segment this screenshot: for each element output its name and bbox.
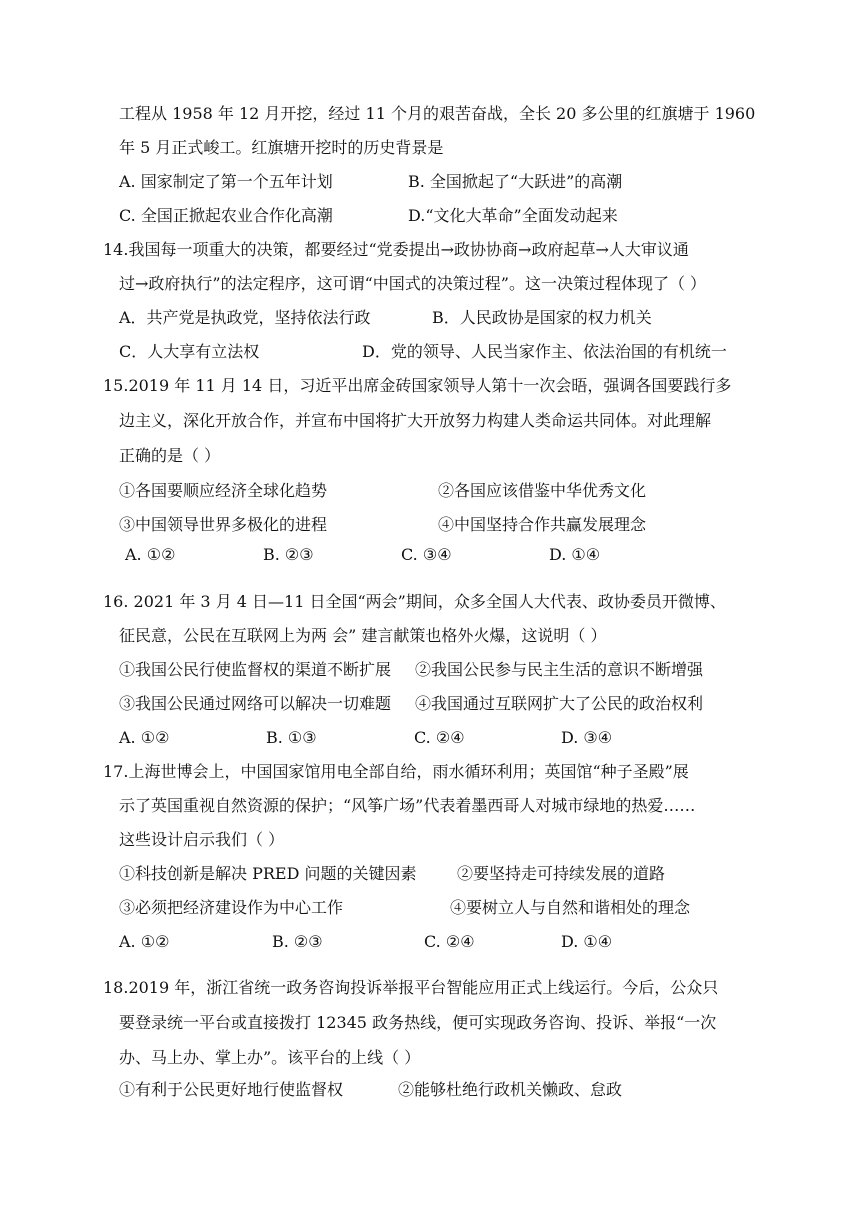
- q17-item-4: ④要树立人与自然和谐相处的理念: [450, 898, 691, 917]
- q16-item-2: ②我国公民参与民主生活的意识不断增强: [415, 660, 704, 679]
- q17-item-2: ②要坚持走可持续发展的道路: [457, 864, 666, 883]
- q17-line-1: 17.上海世博会上，中国国家馆用电全部自给，雨水循环利用；英国馆“种子圣殿”展: [103, 762, 689, 781]
- q18-item-2: ②能够杜绝行政机关懒政、怠政: [398, 1080, 623, 1099]
- q15-line-1: 15.2019 年 11 月 14 日，习近平出席金砖国家领导人第十一次会晤，强调各国要践行多: [103, 376, 732, 395]
- q18-item-1: ①有利于公民更好地行使监督权: [119, 1080, 344, 1099]
- q14-option-d: D．党的领导、人民当家作主、依法治国的有机统一: [362, 342, 727, 361]
- q15-option-b: B. ②③: [263, 545, 314, 564]
- q16-line-2: 征民意，公民在互联网上为两 会” 建言献策也格外火爆，这说明（ ）: [119, 626, 607, 645]
- q13-line-1: 工程从 1958 年 12 月开挖，经过 11 个月的艰苦奋战，全长 20 多公里的红旗塘于 1960: [119, 104, 756, 123]
- q18-line-1: 18.2019 年，浙江省统一政务咨询投诉举报平台智能应用正式上线运行。今后，公众只: [103, 978, 719, 997]
- q17-item-1: ①科技创新是解决 PRED 问题的关键因素: [119, 864, 417, 883]
- q14-line-1: 14.我国每一项重大的决策，都要经过“党委提出→政协协商→政府起草→人大审议通: [103, 240, 689, 259]
- q15-option-d: D. ①④: [549, 545, 601, 564]
- q16-item-1: ①我国公民行使监督权的渠道不断扩展: [119, 660, 392, 679]
- q14-option-c: C．人大享有立法权: [119, 342, 260, 361]
- q13-option-c: C. 全国正掀起农业合作化高潮: [119, 206, 333, 225]
- q17-item-3: ③必须把经济建设作为中心工作: [119, 898, 344, 917]
- q13-option-a: A. 国家制定了第一个五年计划: [119, 172, 333, 191]
- q15-item-3: ③中国领导世界多极化的进程: [119, 515, 328, 534]
- q15-option-c: C. ③④: [401, 545, 452, 564]
- q16-option-d: D. ③④: [561, 728, 613, 747]
- q13-option-b: B. 全国掀起了“大跃进”的高潮: [408, 172, 623, 191]
- q16-option-b: B. ①③: [266, 728, 317, 747]
- q18-line-2: 要登录统一平台或直接拨打 12345 政务热线，便可实现政务咨询、投诉、举报“一次: [119, 1013, 717, 1032]
- q15-line-2: 边主义，深化开放合作，并宣布中国将扩大开放努力构建人类命运共同体。对此理解: [119, 411, 712, 430]
- q17-option-b: B. ②③: [272, 932, 323, 951]
- q14-option-b: B．人民政协是国家的权力机关: [432, 308, 652, 327]
- q16-option-c: C. ②④: [414, 728, 465, 747]
- q17-option-a: A. ①②: [119, 932, 170, 951]
- q15-line-3: 正确的是（ ）: [119, 446, 221, 465]
- q13-line-2: 年 5 月正式峻工。红旗塘开挖时的历史背景是: [119, 138, 444, 157]
- q17-line-3: 这些设计启示我们（ ）: [119, 830, 285, 849]
- q17-option-d: D. ①④: [561, 932, 613, 951]
- q15-item-4: ④中国坚持合作共赢发展理念: [438, 515, 647, 534]
- q16-option-a: A. ①②: [119, 728, 170, 747]
- q18-line-3: 办、马上办、掌上办”。该平台的上线（ ）: [119, 1048, 421, 1067]
- q16-item-3: ③我国公民通过网络可以解决一切难题: [119, 694, 392, 713]
- q14-option-a: A．共产党是执政党，坚持依法行政: [119, 308, 371, 327]
- q15-item-2: ②各国应该借鉴中华优秀文化: [438, 481, 647, 500]
- q17-line-2: 示了英国重视自然资源的保护；“风筝广场”代表着墨西哥人对城市绿地的热爱……: [119, 796, 696, 815]
- q13-option-d: D.“文化大革命”全面发动起来: [408, 206, 618, 225]
- q16-item-4: ④我国通过互联网扩大了公民的政治权利: [415, 694, 704, 713]
- q15-option-a: A. ①②: [125, 545, 176, 564]
- q14-line-2: 过→政府执行”的法定程序，这可谓“中国式的决策过程”。这一决策过程体现了（ ）: [119, 274, 707, 293]
- q15-item-1: ①各国要顺应经济全球化趋势: [119, 481, 328, 500]
- q16-line-1: 16. 2021 年 3 月 4 日—11 日全国“两会”期间，众多全国人大代表、政协委员开微博、: [103, 592, 726, 611]
- q17-option-c: C. ②④: [424, 932, 475, 951]
